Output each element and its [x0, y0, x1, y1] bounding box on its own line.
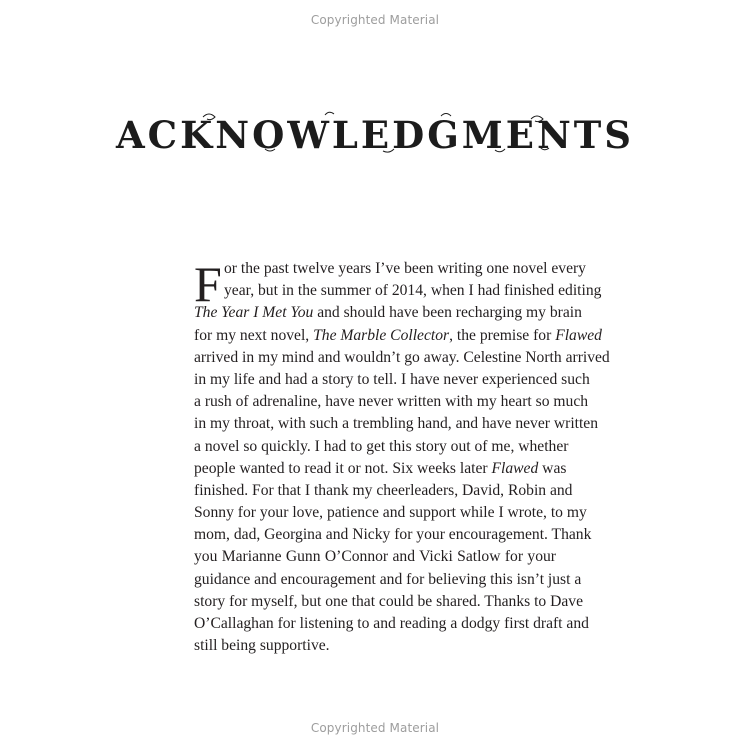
- text-line: for my next novel, The Marble Collector, the premise for Flawed: [194, 326, 602, 344]
- paragraph: [194, 258, 610, 657]
- text-line: a rush of adrenaline, have never written with my heart so much: [194, 393, 589, 411]
- italic-title: The Year I Met You: [194, 304, 314, 322]
- italic-title: Flawed: [491, 459, 539, 477]
- text-line: still being supportive.: [194, 637, 330, 655]
- text-line: The Year I Met You and should have been recharging my brain: [194, 304, 582, 322]
- text-line: guidance and encouragement and for believing this isn’t just a: [194, 570, 582, 588]
- text-line: you Marianne Gunn O’Connor and Vicki Satlow for your: [194, 548, 556, 566]
- italic-title: Flawed: [555, 326, 602, 344]
- text-line: year, but in the summer of 2014, when I had finished editing: [224, 282, 602, 300]
- text-line: arrived in my mind and wouldn’t go away. Celestine North arrived: [194, 348, 610, 366]
- text-line: story for myself, but one that could be shared. Thanks to Dave: [194, 592, 584, 610]
- text-line: people wanted to read it or not. Six weeks later Flawed was: [194, 459, 567, 477]
- text-line: in my throat, with such a trembling hand, and have never written: [194, 415, 599, 433]
- copyright-watermark-bottom: Copyrighted Material: [310, 721, 440, 735]
- copyright-watermark-top: Copyrighted Material: [310, 13, 440, 27]
- drop-cap: F: [194, 256, 222, 312]
- text-line: finished. For that I thank my cheerleaders, David, Robin and: [194, 481, 573, 499]
- page-title: ACKNOWLEDGMENTS: [115, 113, 635, 157]
- text-line: a novel so quickly. I had to get this story out of me, whether: [194, 437, 569, 455]
- text-line: O’Callaghan for listening to and reading a dodgy first draft and: [194, 615, 589, 632]
- text-line: Sonny for your love, patience and support while I wrote, to my: [194, 504, 587, 522]
- italic-title: The Marble Collector: [313, 326, 450, 344]
- text-line: or the past twelve years I’ve been writing one novel every: [224, 260, 586, 277]
- text-line: in my life and had a story to tell. I have never experienced such: [194, 370, 590, 388]
- acknowledgments-body: [194, 256, 610, 657]
- text-line: mom, dad, Georgina and Nicky for your encouragement. Thank: [194, 526, 592, 544]
